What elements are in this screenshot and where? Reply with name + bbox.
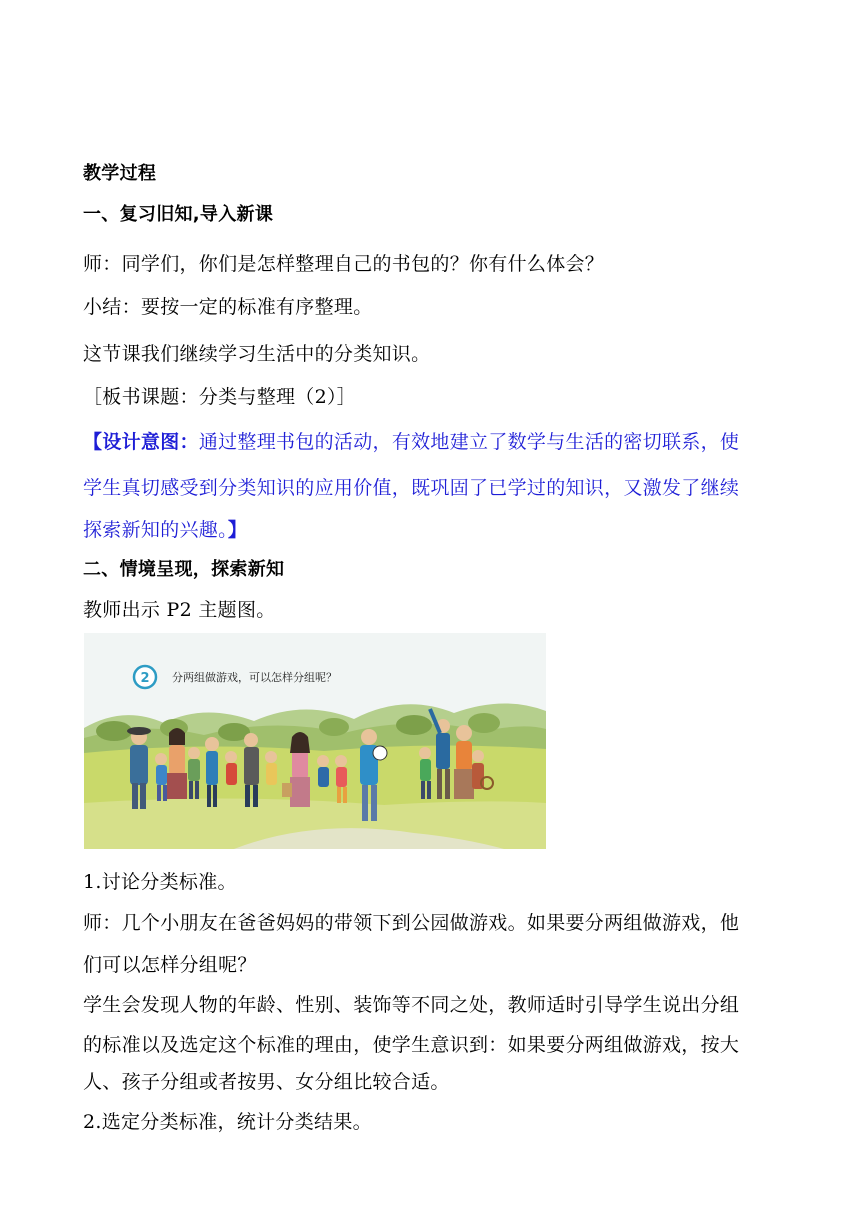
part2-heading: 二、情境呈现，探索新知 xyxy=(83,559,285,580)
theme-illustration xyxy=(84,633,546,849)
board-title: ［板书课题：分类与整理（2）］ xyxy=(83,386,357,408)
teacher-question: 师：同学们，你们是怎样整理自己的书包的？你有什么体会？ xyxy=(83,253,605,275)
design-intent-text-3: 探索新知的兴趣。 xyxy=(83,519,228,541)
section-title: 教学过程 xyxy=(83,163,157,184)
student-line-1: 学生会发现人物的年龄、性别、装饰等不同之处，教师适时引导学生说出分组 xyxy=(83,994,740,1016)
design-intent-line-3 xyxy=(83,518,247,542)
park-scene-svg xyxy=(84,633,546,849)
step1-title: 1.讨论分类标准。 xyxy=(83,871,237,893)
design-intent-label: 设计意图： xyxy=(102,431,199,453)
transition-line: 这节课我们继续学习生活中的分类知识。 xyxy=(83,343,431,365)
student-line-3: 人、孩子分组或者按男、女分组比较合适。 xyxy=(83,1071,450,1093)
design-intent-line-1 xyxy=(83,430,739,454)
teacher-line-2: 们可以怎样分组呢？ xyxy=(83,954,257,976)
step2-title: 2.选定分类标准，统计分类结果。 xyxy=(83,1111,372,1133)
design-intent-close-bracket: 】 xyxy=(227,519,248,541)
part1-heading: 一、复习旧知,导入新课 xyxy=(83,204,274,225)
figure-caption: 分两组做游戏，可以怎样分组呢？ xyxy=(172,671,337,684)
design-intent-text-1: 通过整理书包的活动，有效地建立了数学与生活的密切联系，使 xyxy=(198,431,740,453)
summary-line: 小结：要按一定的标准有序整理。 xyxy=(83,296,373,318)
show-figure-line: 教师出示 P2 主题图。 xyxy=(83,599,276,621)
teacher-line-1: 师：几个小朋友在爸爸妈妈的带领下到公园做游戏。如果要分两组做游戏，他 xyxy=(83,912,740,934)
design-intent-line-2: 学生真切感受到分类知识的应用价值，既巩固了已学过的知识，又激发了继续 xyxy=(83,477,740,499)
student-line-2: 的标准以及选定这个标准的理由，使学生意识到：如果要分两组做游戏，按大 xyxy=(83,1034,740,1056)
figure-number: 2 xyxy=(140,671,150,686)
design-intent-open-bracket: 【 xyxy=(83,431,103,453)
